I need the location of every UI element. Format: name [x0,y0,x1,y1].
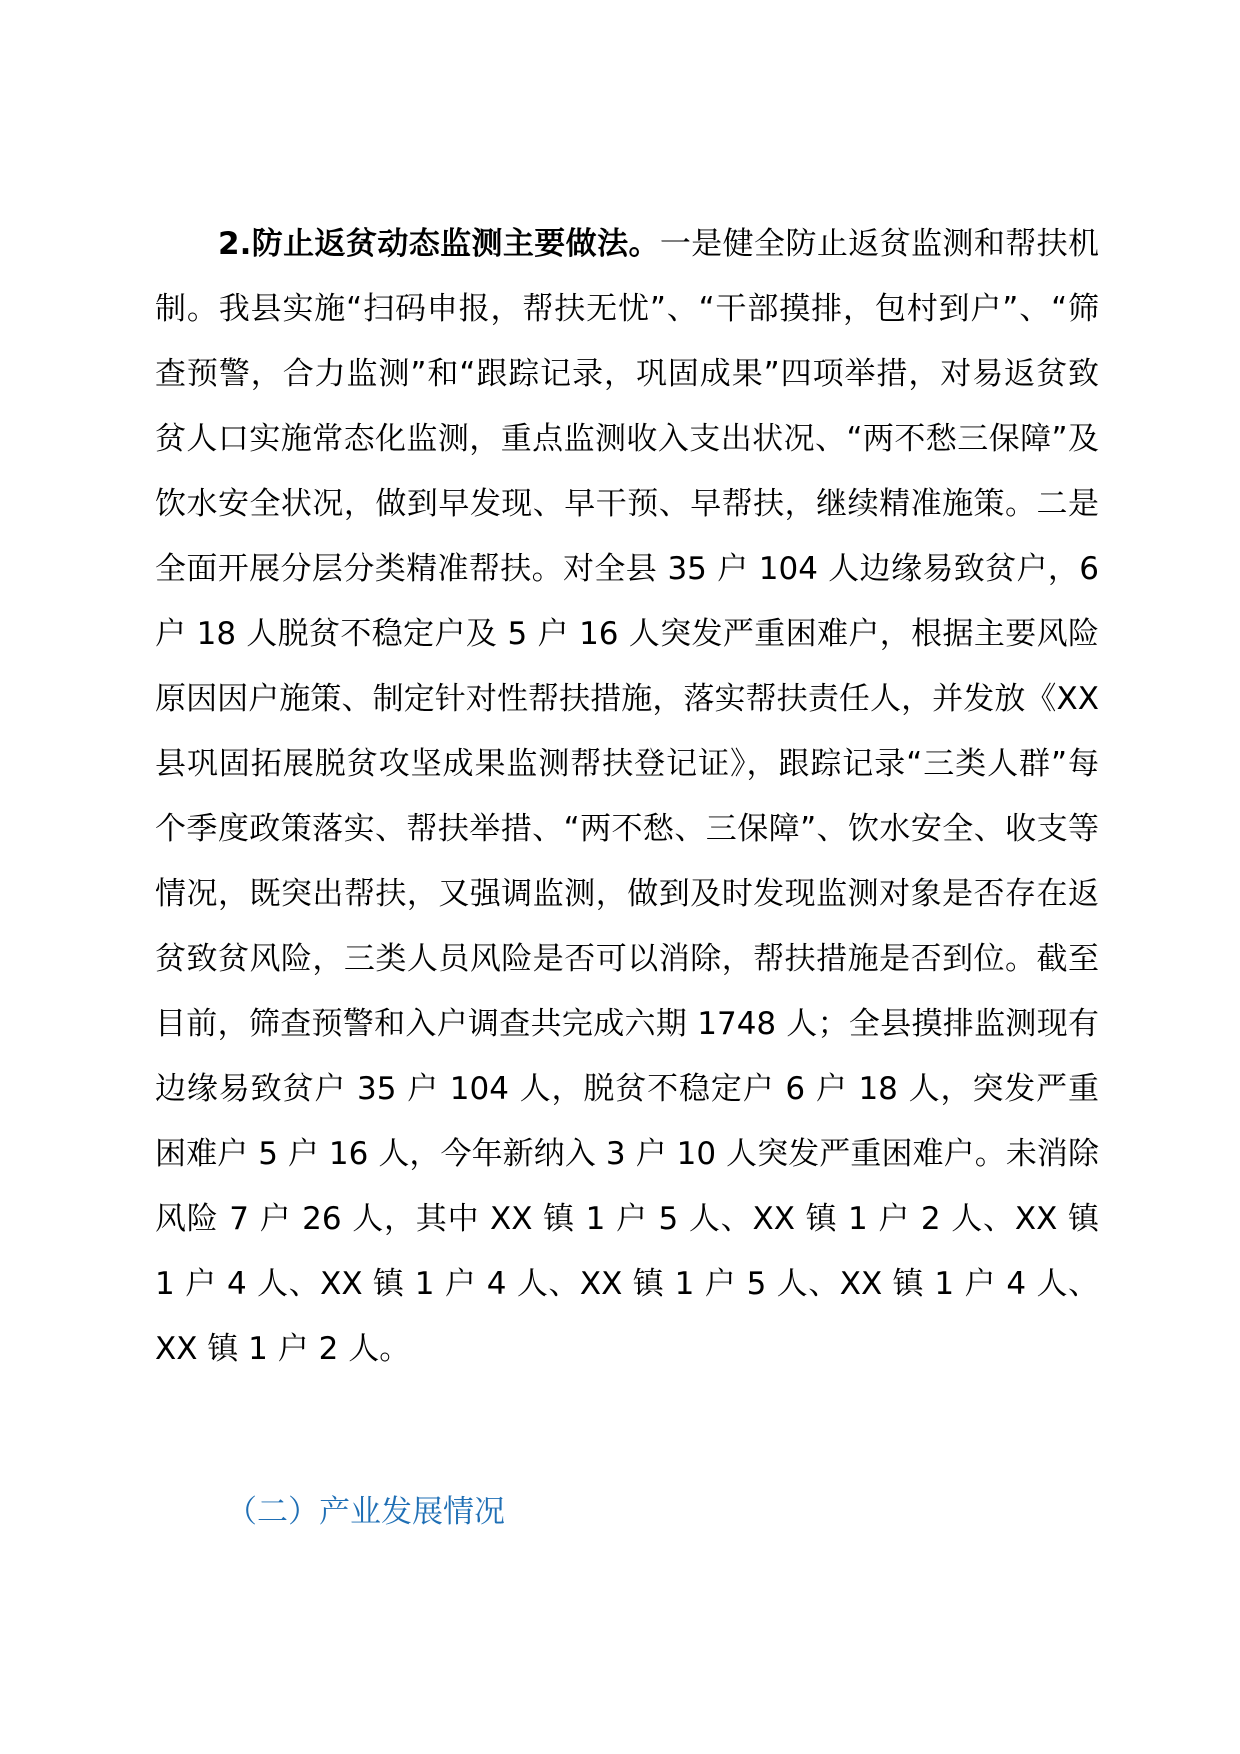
section-heading: （二）产业发展情况 [226,1494,505,1530]
body-paragraph [155,212,1099,1382]
paragraph-body-text: 一是健全防止返贫监测和帮扶机制。我县实施“扫码申报，帮扶无忧”、“干部摸排，包村到户”、“筛查预警，合力监测”和“跟踪记录，巩固成果”四项举措，对易返贫致贫人口实施常态化监测，重点监测收入支出状况、“两不愁三保障”及饮水安全状况，做到早发现、早干预、早帮扶，继续精准施策。二是全面开展分层分类精准帮扶。对全县 35 户 104 人边缘易致贫户，6 户 18 人脱贫不稳定户及 5 户 16 人突发严重困难户，根据主要风险原因因户施策、制定针对性帮扶措施，落实帮扶责任人，并发放《XX 县巩固拓展脱贫攻坚成果监测帮扶登记证》，跟踪记录“三类人群”每个季度政策落实、帮扶举措、“两不愁、三保障”、饮水安全、收支等情况，既突出帮扶，又强调监测，做到及时发现监测对象是否存在返贫致贫风险，三类人员风险是否可以消除，帮扶措施是否到位。截至目前，筛查预警和入户调查共完成六期 1748 人；全县摸排监测现有边缘易致贫户 35 户 104 人，脱贫不稳定户 6 户 18 人，突发严重困难户 5 户 16 人，今年新纳入 3 户 10 人突发严重困难户。未消除风险 7 户 26 人，其中 XX 镇 1 户 5 人、XX 镇 1 户 2 人、XX 镇 1 户 4 人、XX 镇 1 户 4 人、XX 镇 1 户 5 人、XX 镇 1 户 4 人、XX 镇 1 户 2 人。 [155,226,1099,1367]
paragraph-lead-heading: 2.防止返贫动态监测主要做法。 [218,226,660,262]
